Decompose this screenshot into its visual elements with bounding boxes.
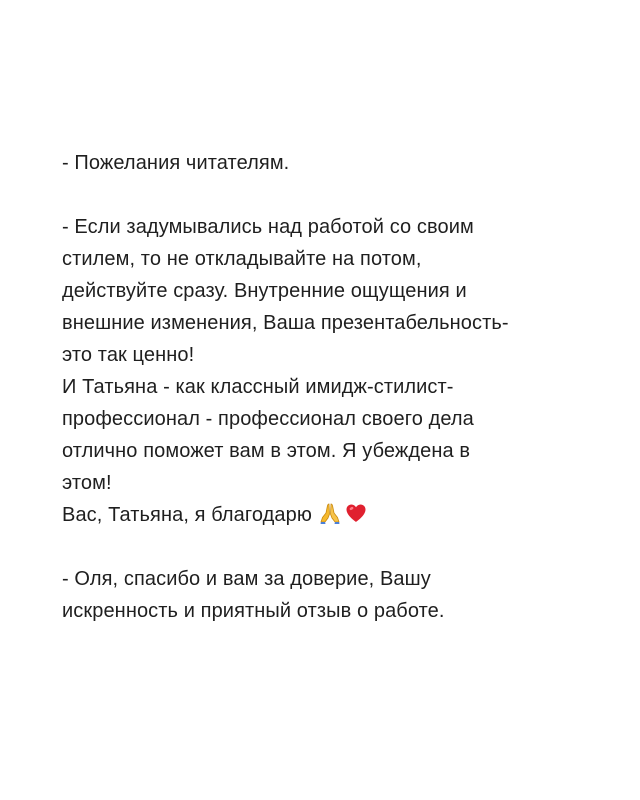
text-line: это так ценно! [62, 344, 195, 366]
text-line-with-emoji [62, 499, 602, 531]
text-line: действуйте сразу. Внутренние ощущения и [62, 280, 467, 302]
text-line: этом! [62, 472, 112, 494]
red-heart-icon [344, 501, 368, 525]
text-line: - Пожелания читателям. [62, 152, 290, 174]
text-line: стилем, то не откладывайте на потом, [62, 248, 422, 270]
text-line: - Оля, спасибо и вам за доверие, Вашу [62, 568, 431, 590]
paragraph-gap [62, 531, 602, 563]
text-line: - Если задумывались над работой со своим [62, 216, 474, 238]
text-line: профессионал - профессионал своего дела [62, 408, 474, 430]
text-line: И Татьяна - как классный имидж-стилист- [62, 376, 454, 398]
thanks-text: Вас, Татьяна, я благодарю [62, 504, 312, 526]
folded-hands-icon [318, 501, 342, 525]
text-line: искренность и приятный отзыв о работе. [62, 600, 445, 622]
post-text-block [62, 147, 602, 627]
paragraph-gap [62, 179, 602, 211]
text-line: внешние изменения, Ваша презентабельность- [62, 312, 509, 334]
text-line: отлично поможет вам в этом. Я убеждена в [62, 440, 471, 462]
